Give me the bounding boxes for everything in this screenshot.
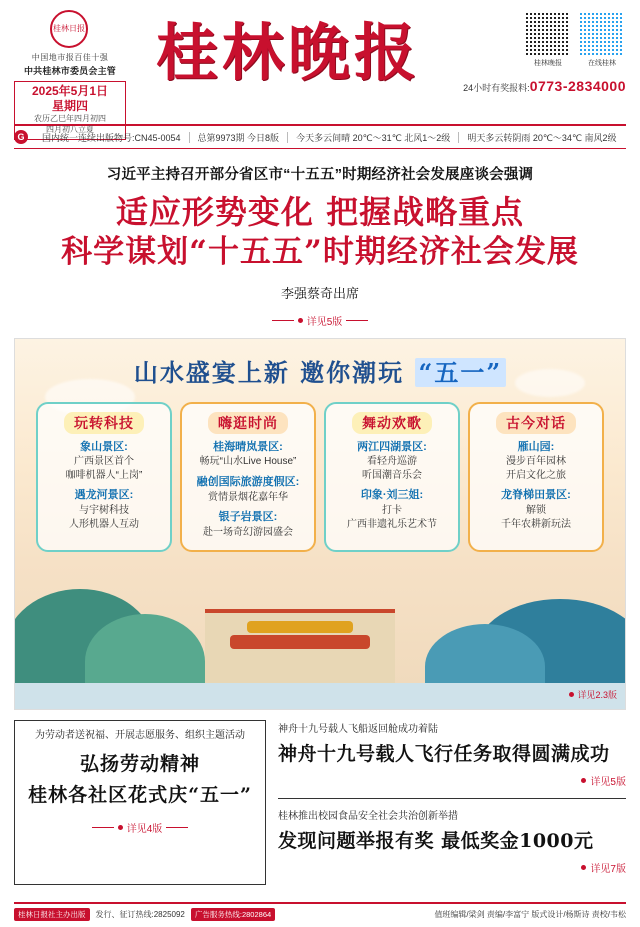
card-spot: 银子岩景区: xyxy=(218,511,278,524)
info-issn: 国内统一连续出版物号:CN45-0054 xyxy=(42,132,181,143)
hotline xyxy=(450,78,626,94)
poster-reference[interactable] xyxy=(569,688,617,701)
guilin-logo-icon: G xyxy=(14,130,28,144)
poster-title xyxy=(15,339,625,388)
card-desc2: 人形机器人互动 xyxy=(69,518,139,530)
qr-app-caption: 在线桂林 xyxy=(588,60,616,67)
masthead-center xyxy=(126,10,450,89)
bl-kicker: 为劳动者送祝福、开展志愿服务、组织主题活动 xyxy=(35,729,245,741)
card-spot: 龙脊梯田景区: xyxy=(501,489,571,502)
card-spot: 两江四湖景区: xyxy=(357,440,427,453)
story-reference-label: 详见5版 xyxy=(590,776,626,788)
card-title: 舞动欢歌 xyxy=(352,412,432,434)
lead-shoulder: 习近平主持召开部分省区市“十五五”时期经济社会发展座谈会强调 xyxy=(106,167,534,183)
bottom-section xyxy=(14,720,626,885)
footer-credits: 值班编辑/梁剑 责编/李富宁 版式设计/杨斯诗 责校/韦松 xyxy=(434,910,626,919)
card-desc2: 广西非遗礼乐艺术节 xyxy=(347,518,437,530)
card-desc2: 开启文化之旅 xyxy=(506,469,566,481)
bottom-right-stories xyxy=(278,720,626,885)
info-issue: 总第9973期 今日8版 xyxy=(197,132,280,143)
poster-card-tech[interactable] xyxy=(36,402,172,552)
card-title: 古今对话 xyxy=(496,412,576,434)
bottom-left-story[interactable] xyxy=(14,720,266,885)
org-line-2: 中共桂林市委员会主管 xyxy=(23,66,116,76)
lead-byline: 李强蔡奇出席 xyxy=(280,285,359,301)
qr-row xyxy=(450,10,626,68)
card-title: 玩转科技 xyxy=(64,412,144,434)
bl-reference-label: 详见4版 xyxy=(126,823,163,835)
lead-headline-line2: 科学谋划“十五五”时期经济社会发展 xyxy=(61,233,579,270)
card-title: 嗨逛时尚 xyxy=(208,412,288,434)
hotline-label: 24小时有奖报料: xyxy=(463,83,530,93)
masthead-left xyxy=(14,10,126,140)
card-desc: 解锁 xyxy=(526,505,546,517)
card-spot: 桂海晴岚景区: xyxy=(213,440,283,453)
poster-title-highlight: “五一” xyxy=(415,358,507,387)
bullet-icon xyxy=(581,778,586,783)
info-weather-tomorrow: 明天多云转阴雨 20℃～34℃ 南风2级 xyxy=(467,132,617,143)
publisher-tag: 桂林日报社主办出版 xyxy=(14,908,90,921)
poster-card-dance[interactable] xyxy=(324,402,460,552)
qr-app-icon[interactable] xyxy=(579,10,625,56)
emblem-ring: 桂林日报 xyxy=(50,10,88,48)
bullet-icon xyxy=(581,865,586,870)
newspaper-emblem-icon xyxy=(50,10,90,50)
rule-right xyxy=(166,827,188,828)
story-reference[interactable] xyxy=(278,857,626,875)
lead-headline xyxy=(14,192,626,273)
qr-weixin-caption: 桂林晚报 xyxy=(534,60,562,67)
publish-date: 2025年5月1日 xyxy=(31,84,109,98)
pavilion-roof-icon xyxy=(230,635,370,649)
bl-title-line1: 弘扬劳动精神 xyxy=(79,752,200,775)
story-title: 神舟十九号载人飞行任务取得圆满成功 xyxy=(278,742,610,765)
info-weather-today: 今天多云间晴 20℃～31℃ 北风1～2级 xyxy=(296,132,451,143)
masthead xyxy=(14,0,626,134)
hotline-number: 0773-2834000 xyxy=(529,78,626,94)
poster-title-main: 山水盛宴上新 邀你潮玩 xyxy=(133,357,405,387)
bl-title-line2: 桂林各社区花式庆“五一” xyxy=(28,783,252,806)
poster-reference-label: 详见2.3版 xyxy=(577,689,617,700)
lead-headline-line1: 适应形势变化 把握战略重点 xyxy=(115,193,525,231)
card-desc: 赴一场奇幻游园盛会 xyxy=(203,527,293,539)
card-desc: 打卡 xyxy=(382,505,402,517)
qr-weixin-icon[interactable] xyxy=(525,10,571,56)
qr-weixin[interactable] xyxy=(524,10,572,68)
distribution-hotline: 发行、征订热线:2825092 xyxy=(95,910,185,919)
rule-right xyxy=(346,320,368,321)
feature-poster xyxy=(14,338,626,710)
card-desc: 赏情景烟花嘉年华 xyxy=(208,491,288,503)
bl-reference[interactable] xyxy=(23,815,257,835)
card-spot: 象山景区: xyxy=(80,440,128,453)
lead-reference[interactable] xyxy=(272,313,369,328)
bullet-icon xyxy=(298,318,303,323)
card-desc: 广西景区首个 xyxy=(74,456,134,468)
poster-card-heritage[interactable] xyxy=(468,402,604,552)
lead-reference-wrap xyxy=(14,308,626,328)
story-kicker: 桂林推出校园食品安全社会共治创新举措 xyxy=(278,810,458,822)
rule-left xyxy=(92,827,114,828)
footer-row xyxy=(14,908,626,921)
water-shape xyxy=(15,683,625,709)
card-desc2: 千年农耕新玩法 xyxy=(501,518,571,530)
masthead-right xyxy=(450,10,626,94)
poster-card-fashion[interactable] xyxy=(180,402,316,552)
card-spot: 印象·刘三姐: xyxy=(360,489,424,502)
story-title: 发现问题举报有奖 最低奖金1000元 xyxy=(278,829,594,852)
newspaper-title: 桂林晚报 xyxy=(155,16,420,89)
lead-reference-label: 详见5版 xyxy=(306,316,343,328)
bullet-icon xyxy=(569,692,574,697)
story-shenzhou[interactable] xyxy=(278,720,626,788)
card-desc2: 咖啡机器人“上岗” xyxy=(65,469,143,481)
card-spot: 雁山园: xyxy=(517,440,555,453)
card-desc2: 听国潮音乐会 xyxy=(362,469,422,481)
qr-app[interactable] xyxy=(578,10,626,68)
card-desc: 漫步百年园林 xyxy=(506,456,566,468)
pavilion-roof-icon xyxy=(247,621,353,633)
divider xyxy=(278,798,626,799)
lunar-date-1: 农历乙巳年四月初四 xyxy=(34,114,106,123)
page-footer xyxy=(14,902,626,921)
publish-weekday: 星期四 xyxy=(51,99,88,113)
lunar-date-2: 四月初八立夏 xyxy=(46,124,94,134)
card-desc: 与宇树科技 xyxy=(79,505,129,517)
poster-illustration xyxy=(15,559,625,709)
story-reference-label: 详见7版 xyxy=(590,863,626,875)
story-reference[interactable] xyxy=(278,770,626,788)
bullet-icon xyxy=(118,825,123,830)
org-line-1: 中国地市报百佳十强 xyxy=(31,53,109,62)
poster-cards xyxy=(15,402,625,552)
card-desc: 看轻舟巡游 xyxy=(367,456,417,468)
story-food-safety[interactable] xyxy=(278,807,626,875)
card-spot: 遇龙河景区: xyxy=(74,489,134,502)
card-desc: 畅玩“山水Live House” xyxy=(199,456,297,468)
story-kicker: 神舟十九号载人飞船返回舱成功着陆 xyxy=(278,723,438,735)
ad-hotline-tag: 广告服务热线:2802864 xyxy=(191,908,275,921)
rule-left xyxy=(272,320,294,321)
card-spot: 融创国际旅游度假区: xyxy=(196,475,300,488)
